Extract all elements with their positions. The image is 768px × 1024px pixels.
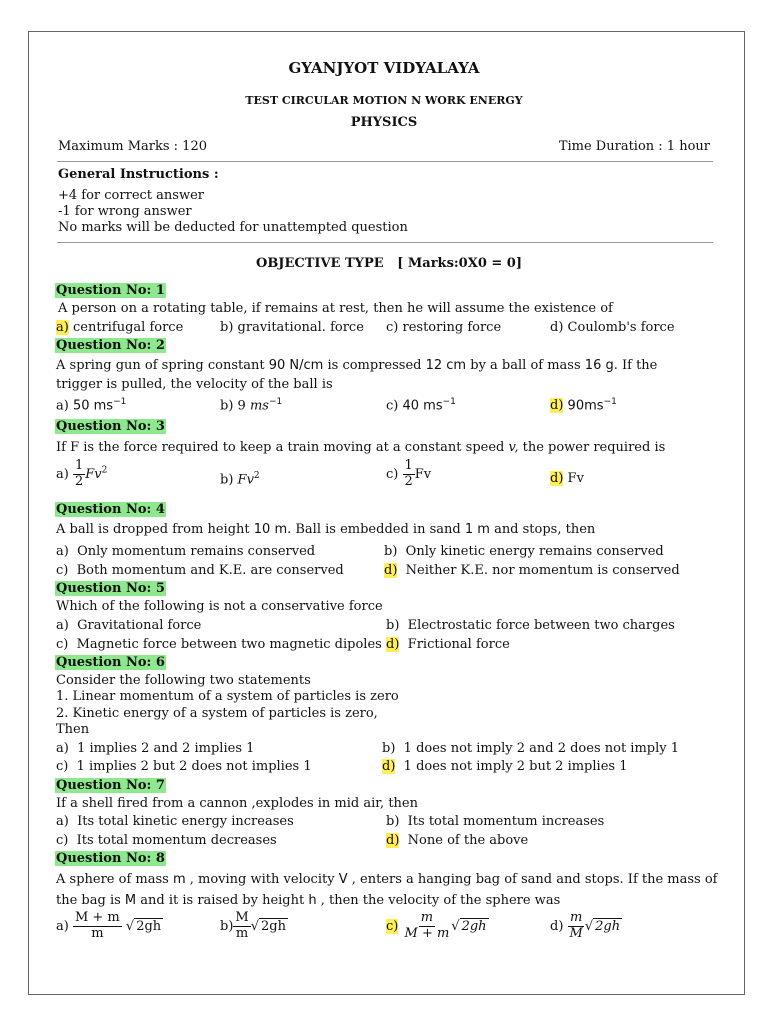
option-b: b) gravitational. force [220, 320, 364, 335]
question-text: Which of the following is not a conservative force [56, 599, 383, 614]
question-text: Consider the following two statements [56, 673, 311, 688]
option-a: a) Only momentum remains conserved [56, 544, 316, 559]
question-heading: Question No: 3 [56, 419, 165, 434]
option-c: c) Magnetic force between two magnetic dipoles [56, 637, 382, 652]
question-text: A ball is dropped from height 10 m. Ball is embedded in sand 1 m and stops, then [56, 522, 596, 537]
question-text: the bag is M and it is raised by height h , then the velocity of the sphere was [56, 893, 561, 908]
question-text: 1. Linear momentum of a system of particles is zero [56, 689, 399, 704]
instructions-heading: General Instructions : [58, 167, 219, 182]
option-b: b) Electrostatic force between two charges [386, 618, 675, 633]
option-c: c) restoring force [386, 320, 502, 335]
option-b: b) 9 $ms^{-1}$ [220, 397, 283, 414]
option-b: b) Its total momentum increases [386, 814, 605, 829]
question-text: Then [56, 722, 90, 737]
option-b: b) $\frac{M}{m}$ √ 2gh [220, 910, 286, 941]
option-c: c) $\frac{m}{M + m}$ √ 2gh [386, 910, 487, 941]
option-c: c) Its total momentum decreases [56, 833, 277, 848]
question-text: If F is the force required to keep a train moving at a constant speed v, the power required is [56, 440, 666, 455]
question-text: If a shell fired from a cannon ,explodes in mid air, then [56, 796, 418, 811]
divider [57, 242, 713, 243]
question-heading: Question No: 7 [56, 778, 165, 793]
max-marks: Maximum Marks : 120 [58, 139, 207, 154]
question-text: A person on a rotating table, if remains at rest, then he will assume the existence of [58, 301, 613, 316]
question-heading: Question No: 1 [56, 283, 165, 298]
option-c: c) Both momentum and K.E. are conserved [56, 563, 344, 578]
question-text: trigger is pulled, the velocity of the ball is [56, 377, 333, 392]
option-a: a) 1 implies 2 and 2 implies 1 [56, 741, 255, 756]
option-b: b) 1 does not imply 2 and 2 does not imply 1 [382, 741, 680, 756]
section-title: OBJECTIVE TYPE [ Marks:0X0 = 0] [256, 256, 523, 271]
subject-title: PHYSICS [350, 115, 418, 130]
instruction-line: No marks will be deducted for unattempted question [58, 220, 408, 235]
option-a: a) centrifugal force [56, 320, 184, 335]
question-heading: Question No: 5 [56, 581, 165, 596]
option-a: a) 50 $ms^{-1}$ [56, 397, 127, 414]
question-text: A spring gun of spring constant 90 N/cm is compressed 12 cm by a ball of mass 16 g. If the [56, 358, 658, 373]
instruction-line: +4 for correct answer [58, 188, 204, 203]
option-d: d) $90ms^{-1}$ [550, 397, 617, 414]
option-d: d) Fv [550, 471, 584, 486]
option-d: d) Frictional force [386, 637, 510, 652]
option-c: c) 40 $ms^{-1}$ [386, 397, 456, 414]
school-name: GYANJYOT VIDYALAYA [288, 59, 480, 77]
test-title: TEST CIRCULAR MOTION N WORK ENERGY [245, 94, 523, 107]
divider [57, 161, 713, 162]
question-heading: Question No: 6 [56, 655, 165, 670]
option-b: b) Fv$^2$ [220, 471, 260, 488]
option-d: d) Coulomb's force [550, 320, 675, 335]
option-b: b) Only kinetic energy remains conserved [384, 544, 664, 559]
question-text: 2. Kinetic energy of a system of particles is zero, [56, 706, 378, 721]
instruction-line: -1 for wrong answer [58, 204, 192, 219]
option-c: c) $\frac{1}{2}$ Fv [386, 458, 432, 489]
option-d: d) None of the above [386, 833, 529, 848]
option-c: c) 1 implies 2 but 2 does not implies 1 [56, 759, 312, 774]
option-a: a) Gravitational force [56, 618, 202, 633]
question-heading: Question No: 8 [56, 851, 165, 866]
question-heading: Question No: 4 [56, 502, 165, 517]
option-a: a) Its total kinetic energy increases [56, 814, 294, 829]
time-duration: Time Duration : 1 hour [558, 139, 710, 154]
question-heading: Question No: 2 [56, 338, 165, 353]
question-text: A sphere of mass m , moving with velocity V , enters a hanging bag of sand and stops. If the mass of [56, 872, 718, 887]
option-d: d) $\frac{m}{M}$ √ 2gh [550, 910, 621, 941]
option-a: a) $\frac{M + m}{m}$ √ 2gh [56, 910, 162, 941]
option-d: d) 1 does not imply 2 but 2 implies 1 [382, 759, 628, 774]
option-d: d) Neither K.E. nor momentum is conserved [384, 563, 680, 578]
option-a: a) $\frac{1}{2}$ Fv$^2$ [56, 458, 108, 489]
